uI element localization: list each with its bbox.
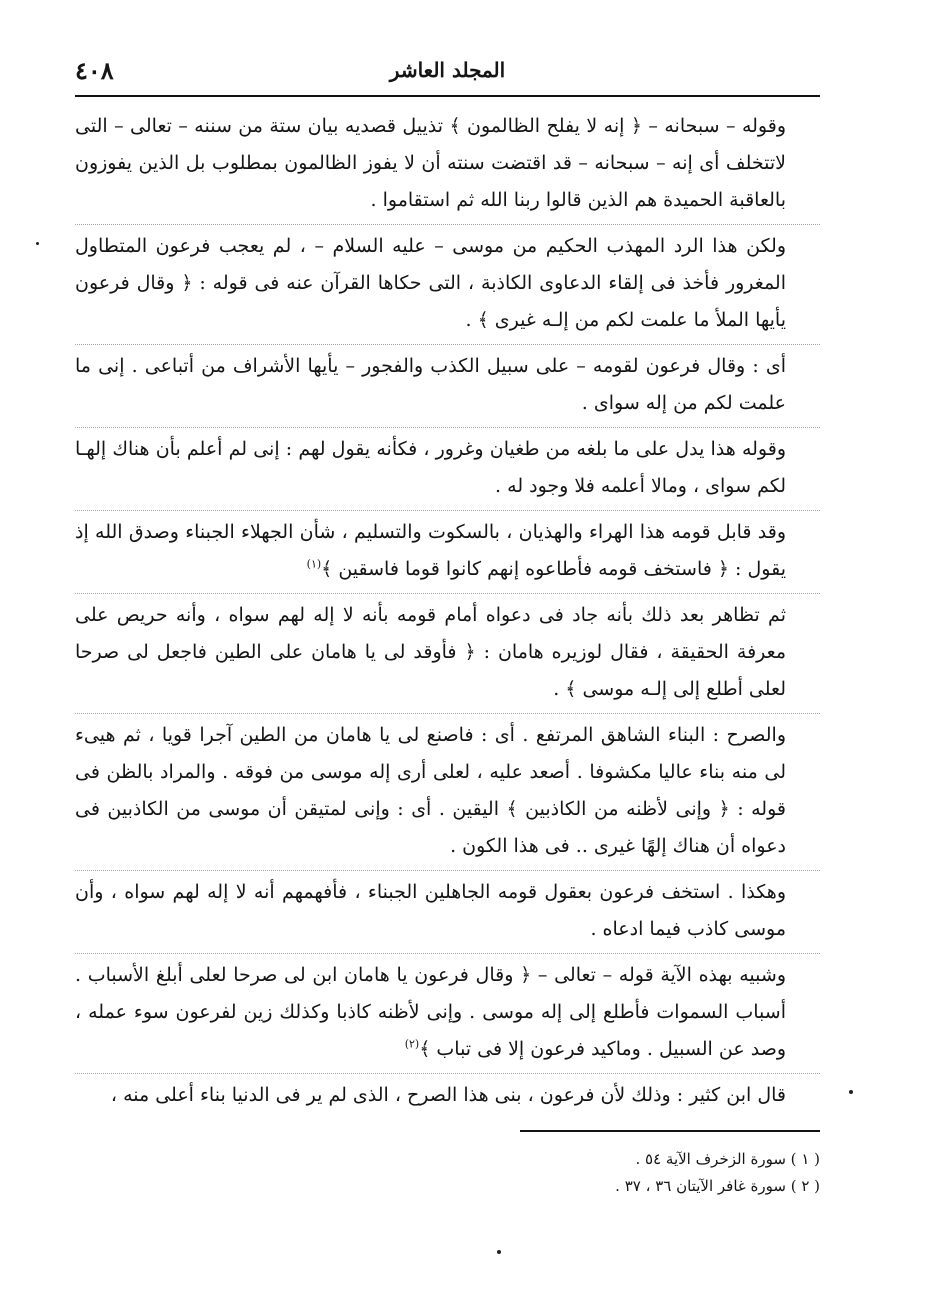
paragraph: وقوله هذا يدل على ما بلغه من طغيان وغرور ، فكأنه يقول لهم : إنى لم أعلم بأن هناك إلهـا لكم سواى ، ومالا أعلمه فلا وجود له . — [75, 427, 820, 505]
footnote-ref: (٢) — [404, 1037, 420, 1051]
paragraph: والصرح : البناء الشاهق المرتفع . أى : فاصنع لى يا هامان من الطين آجرا قويا ، ثم هيىء لى منه بناء عاليا مكشوفا . أصعد عليه ، لعلى أرى إله موسى من فوقه . والمراد بالظن فى قوله : ﴿ وإنى لأظنه من الكاذبين ﴾ اليقين . أى : وإنى لمتيقن أن موسى من الكاذبين فى دعواه أن هناك إلهًا غيرى .. فى هذا الكون . — [75, 713, 820, 865]
paragraph: وهكذا . استخف فرعون بعقول قومه الجاهلين الجبناء ، فأفهمهم أنه لا إله لهم سواه ، وأن موسى كاذب فيما ادعاه . — [75, 870, 820, 948]
paragraph: أى : وقال فرعون لقومه – على سبيل الكذب والفجور – يأيها الأشراف من أتباعى . إنى ما علمت لكم من إله سواى . — [75, 344, 820, 422]
footnote-rule — [520, 1130, 820, 1132]
running-title: المجلد العاشر — [389, 58, 506, 82]
paragraph: ثم تظاهر بعد ذلك بأنه جاد فى دعواه أمام قومه بأنه لا إله لهم سواه ، وأنه حريص على معرفة الحقيقة ، فقال لوزيره هامان : ﴿ فأوقد لى يا هامان على الطين فاجعل لى صرحا لعلى أطلع إلى إلـه موسى ﴾ . — [75, 593, 820, 708]
scan-speck — [497, 1250, 501, 1254]
footnotes — [75, 1146, 820, 1200]
paragraph: وقوله – سبحانه – ﴿ إنه لا يفلح الظالمون ﴾ تذييل قصديه بيان ستة من سننه – تعالى – التى لاتتخلف أى إنه – سبحانه – قد اقتضت سنته أن لا يفوز الظالمون بمطلوب بل الذين يفوزون بالعاقبة الحميدة هم الذين قالوا ربنا الله ثم استقاموا . — [75, 115, 786, 211]
footnote: ( ١ ) سورة الزخرف الآية ٥٤ . — [635, 1150, 820, 1168]
footnote: ( ٢ ) سورة غافر الآيتان ٣٦ ، ٣٧ . — [615, 1177, 820, 1195]
body-text — [75, 108, 820, 1114]
page-number: ٤٠٨ — [75, 56, 114, 85]
page-header — [75, 52, 820, 92]
scan-speck — [849, 1090, 853, 1094]
scan-speck — [36, 242, 39, 245]
paragraph: وشبيه بهذه الآية قوله – تعالى – ﴿ وقال فرعون يا هامان ابن لى صرحا لعلى أبلغ الأسباب . أسباب السموات فأطلع إلى إله موسى . وإنى لأظنه كاذبا وكذلك زين لفرعون سوء عمله ، وصد عن السبيل . وماكيد فرعون إلا فى تباب ﴾$^{(٢)}$ — [75, 953, 820, 1068]
footnote-ref: (١) — [306, 557, 322, 571]
paragraph: قال ابن كثير : وذلك لأن فرعون ، بنى هذا الصرح ، الذى لم ير فى الدنيا بناء أعلى منه ، — [75, 1073, 820, 1114]
paragraph: ولكن هذا الرد المهذب الحكيم من موسى – عليه السلام – ، لم يعجب فرعون المتطاول المغرور فأخذ فى إلقاء الدعاوى الكاذبة ، التى حكاها القرآن عنه فى قوله : ﴿ وقال فرعون يأيها الملأ ما علمت لكم من إلـه غيرى ﴾ . — [75, 224, 820, 339]
header-rule — [75, 95, 820, 97]
paragraph: وقد قابل قومه هذا الهراء والهذيان ، بالسكوت والتسليم ، شأن الجهلاء الجبناء وصدق الله إذ يقول : ﴿ فاستخف قومه فأطاعوه إنهم كانوا قوما فاسقين ﴾$^{(١)}$ — [75, 510, 820, 588]
